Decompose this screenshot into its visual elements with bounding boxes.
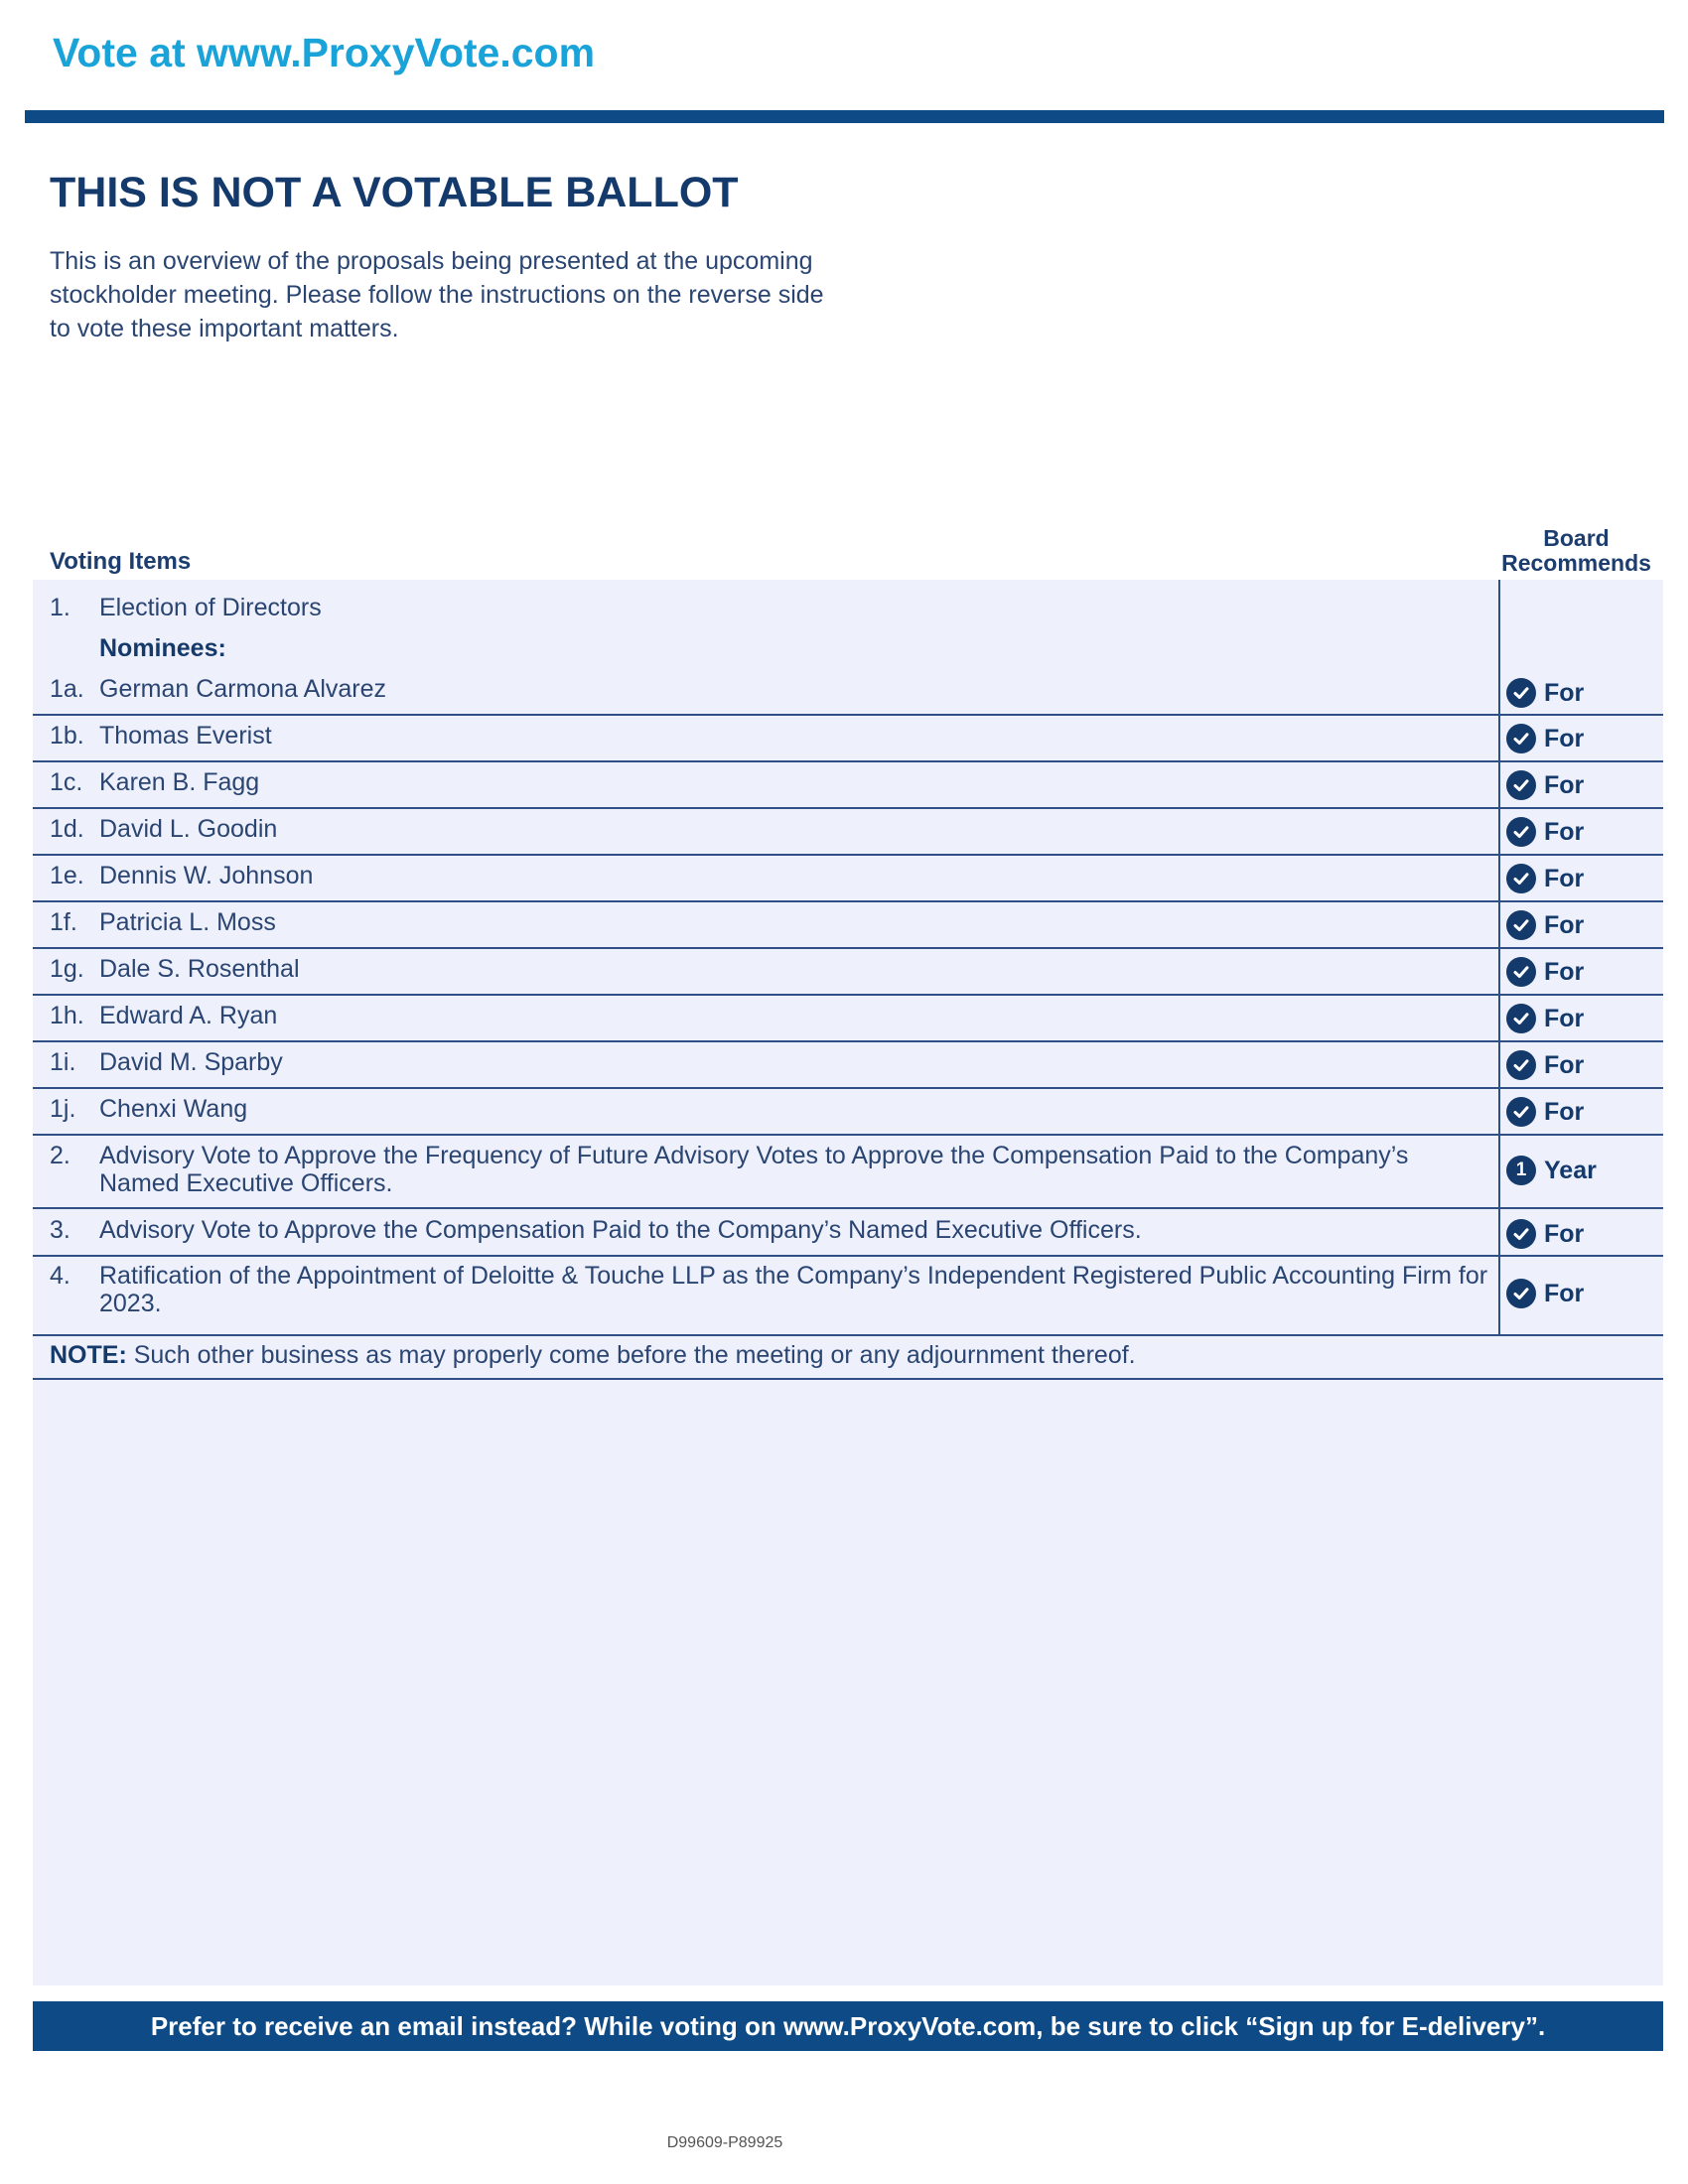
note-body: Such other business as may properly come before the meeting or any adjournment thereof. [126,1341,1136,1369]
nominee-name: Patricia L. Moss [99,908,276,936]
proposal-number: 2. [50,1142,70,1169]
check-circle-icon [1506,910,1536,940]
proposal-number: 3. [50,1216,70,1244]
recommendation-label: For [1544,1050,1585,1079]
row-divider [33,1207,1663,1209]
voting-items-header: Voting Items [50,548,192,575]
recommendation-label: For [1544,1004,1585,1032]
row-divider [33,1087,1663,1089]
recommendation [1506,1097,1584,1127]
nominee-name: David M. Sparby [99,1048,283,1076]
check-circle-icon [1506,817,1536,847]
nominee-number: 1h. [50,1002,84,1029]
recommendation-label: For [1544,1097,1585,1126]
nominee-number: 1f. [50,908,77,936]
recommendation [1506,724,1584,753]
nominees-label: Nominees: [99,634,226,662]
recommendation [1506,1279,1584,1308]
proxyvote-link[interactable]: Vote at www.ProxyVote.com [53,30,596,75]
intro-text: This is an overview of the proposals being presented at the upcoming stockholder meeting. Please follow the instructions on the reverse side to vote these important matters. [50,247,824,342]
note-text [50,1341,1136,1370]
row-divider [33,760,1663,762]
recommendation [1506,817,1584,847]
board-recommends-header: Board Recommends [1501,525,1651,576]
nominee-name: Karen B. Fagg [99,768,260,796]
row-divider [33,1134,1663,1136]
row-divider [33,1040,1663,1042]
row-divider [33,1334,1663,1336]
check-circle-icon [1506,1097,1536,1127]
nominee-name: Thomas Everist [99,722,272,750]
proposal-text: Advisory Vote to Approve the Frequency of Future Advisory Votes to Approve the Compensation Paid to the Company’s Named Executive Officers. [99,1142,1409,1197]
recommendation [1506,1004,1584,1033]
check-circle-icon [1506,678,1536,708]
recommendation [1506,1219,1584,1249]
row-divider [33,994,1663,996]
recommendation [1506,864,1584,893]
check-circle-icon [1506,1219,1536,1249]
recommendation-label: Year [1544,1156,1597,1184]
nominee-number: 1i. [50,1048,76,1076]
e-delivery-text: Prefer to receive an email instead? While voting on www.ProxyVote.com, be sure to click “Sign up for E-delivery”. [150,2010,1546,2041]
number-one-icon: 1 [1506,1156,1536,1185]
recommendation-label: For [1544,678,1585,707]
proposal-text: Ratification of the Appointment of Deloitte & Touche LLP as the Company’s Independent Registered Public Accounting Firm for 2023. [99,1262,1488,1317]
page-title: THIS IS NOT A VOTABLE BALLOT [50,169,739,216]
recommendation [1506,1156,1597,1185]
item-label: Election of Directors [99,594,322,621]
nominee-name: Edward A. Ryan [99,1002,278,1029]
nominee-number: 1d. [50,815,84,843]
nominee-name: David L. Goodin [99,815,278,843]
recommendation [1506,770,1584,800]
recommendation-label: For [1544,1279,1585,1307]
recommendation-label: For [1544,957,1585,986]
column-divider [1498,580,1500,1336]
proposal-number: 4. [50,1262,70,1290]
nominee-name: Dale S. Rosenthal [99,955,300,983]
nominee-name: Chenxi Wang [99,1095,248,1123]
recommendation-label: For [1544,864,1585,892]
check-circle-icon [1506,1050,1536,1080]
check-circle-icon [1506,1279,1536,1308]
nominee-number: 1e. [50,862,84,889]
recommendation-label: For [1544,910,1585,939]
recommendation [1506,957,1584,987]
recommendation-label: For [1544,1219,1585,1248]
recommendation [1506,1050,1584,1080]
nominee-number: 1b. [50,722,84,750]
row-divider [33,714,1663,716]
note-label: NOTE: [50,1341,127,1369]
proposal-text: Advisory Vote to Approve the Compensation Paid to the Company’s Named Executive Officers. [99,1216,1142,1244]
row-divider [33,1255,1663,1257]
e-delivery-banner [33,2001,1663,2051]
row-divider [33,1378,1663,1380]
recommendation [1506,678,1584,708]
row-divider [33,947,1663,949]
recommendation-label: For [1544,817,1585,846]
nominee-number: 1j. [50,1095,76,1123]
nominee-name: Dennis W. Johnson [99,862,314,889]
header-rule [25,110,1664,123]
nominee-number: 1a. [50,675,84,703]
nominee-number: 1g. [50,955,84,983]
recommendation-label: For [1544,770,1585,799]
check-circle-icon [1506,864,1536,893]
row-divider [33,807,1663,809]
check-circle-icon [1506,957,1536,987]
check-circle-icon [1506,724,1536,753]
check-circle-icon [1506,770,1536,800]
document-code: D99609-P89925 [666,2134,783,2151]
recommendation [1506,910,1584,940]
item-number: 1. [50,594,70,621]
recommendation-label: For [1544,724,1585,752]
row-divider [33,900,1663,902]
nominee-number: 1c. [50,768,83,796]
check-circle-icon [1506,1004,1536,1033]
row-divider [33,854,1663,856]
nominee-name: German Carmona Alvarez [99,675,387,703]
